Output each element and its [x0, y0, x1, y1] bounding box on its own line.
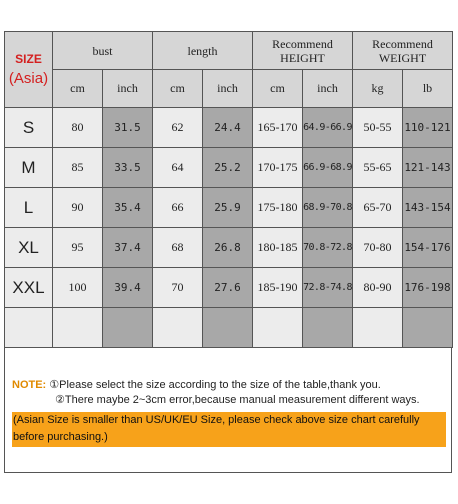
asian-size-warning: (Asian Size is smaller than US/UK/EU Size, please check above size chart carefully before purchasing.) — [12, 412, 446, 447]
unit-header: cm — [253, 70, 303, 108]
table-cell: 85 — [53, 148, 103, 188]
size-label: SIZE — [15, 52, 42, 66]
unit-header: cm — [53, 70, 103, 108]
group-header-length — [153, 32, 253, 70]
unit-header: inch — [103, 70, 153, 108]
table-cell: 25.9 — [203, 188, 253, 228]
note-line — [12, 377, 444, 392]
table-cell: 80 — [53, 108, 103, 148]
table-cell: 64.9-66.9 — [303, 108, 353, 148]
table-cell: 95 — [53, 228, 103, 268]
table-cell: 35.4 — [103, 188, 153, 228]
table-cell: 64 — [153, 148, 203, 188]
empty-cell — [153, 308, 203, 348]
note-text: There maybe 2~3cm error,because manual measurement different ways. — [64, 394, 420, 406]
table-row — [5, 268, 453, 308]
size-name: M — [5, 148, 53, 188]
table-cell: 65-70 — [353, 188, 403, 228]
note-marker: ② — [55, 393, 65, 406]
group-header-bust — [53, 32, 153, 70]
size-name: XXL — [5, 268, 53, 308]
group-label: Recommend HEIGHT — [272, 36, 333, 65]
table-cell: 50-55 — [353, 108, 403, 148]
table-cell: 154-176 — [403, 228, 453, 268]
note-line — [12, 392, 444, 407]
group-header-weight — [353, 32, 453, 70]
group-header-height — [253, 32, 353, 70]
table-cell: 25.2 — [203, 148, 253, 188]
table-cell: 70.8-72.8 — [303, 228, 353, 268]
table-cell: 180-185 — [253, 228, 303, 268]
table-row — [5, 148, 453, 188]
table-row — [5, 228, 453, 268]
size-header-cell — [5, 32, 53, 108]
size-table — [4, 31, 453, 348]
unit-header: kg — [353, 70, 403, 108]
table-cell: 110-121 — [403, 108, 453, 148]
table-cell: 26.8 — [203, 228, 253, 268]
table-cell: 80-90 — [353, 268, 403, 308]
unit-header: inch — [203, 70, 253, 108]
notes-section — [12, 377, 444, 407]
table-cell: 33.5 — [103, 148, 153, 188]
unit-header: lb — [403, 70, 453, 108]
table-cell: 24.4 — [203, 108, 253, 148]
table-cell: 68 — [153, 228, 203, 268]
table-cell: 176-198 — [403, 268, 453, 308]
table-cell: 90 — [53, 188, 103, 228]
table-row — [5, 108, 453, 148]
note-text: Please select the size according to the size of the table,thank you. — [59, 379, 381, 391]
table-cell: 165-170 — [253, 108, 303, 148]
size-name: XL — [5, 228, 53, 268]
table-cell: 100 — [53, 268, 103, 308]
table-cell: 27.6 — [203, 268, 253, 308]
table-cell: 143-154 — [403, 188, 453, 228]
table-cell: 121-143 — [403, 148, 453, 188]
unit-header: cm — [153, 70, 203, 108]
unit-header: inch — [303, 70, 353, 108]
empty-cell — [5, 308, 53, 348]
table-cell: 70 — [153, 268, 203, 308]
table-cell: 72.8-74.8 — [303, 268, 353, 308]
table-row — [5, 188, 453, 228]
empty-cell — [403, 308, 453, 348]
table-cell: 66.9-68.9 — [303, 148, 353, 188]
table-cell: 170-175 — [253, 148, 303, 188]
note-label: NOTE: — [12, 379, 47, 391]
table-cell: 39.4 — [103, 268, 153, 308]
table-cell: 62 — [153, 108, 203, 148]
empty-cell — [253, 308, 303, 348]
empty-cell — [303, 308, 353, 348]
table-cell: 70-80 — [353, 228, 403, 268]
table-cell: 185-190 — [253, 268, 303, 308]
table-cell: 175-180 — [253, 188, 303, 228]
group-label: Recommend WEIGHT — [372, 36, 433, 65]
table-cell: 55-65 — [353, 148, 403, 188]
region-label: (Asia) — [8, 70, 49, 87]
empty-cell — [103, 308, 153, 348]
note-marker: ① — [49, 378, 60, 391]
empty-cell — [353, 308, 403, 348]
table-cell: 37.4 — [103, 228, 153, 268]
table-cell: 68.9-70.8 — [303, 188, 353, 228]
size-name: L — [5, 188, 53, 228]
empty-cell — [203, 308, 253, 348]
empty-row — [5, 308, 453, 348]
group-label: length — [187, 43, 218, 58]
table-cell: 31.5 — [103, 108, 153, 148]
size-name: S — [5, 108, 53, 148]
table-cell: 66 — [153, 188, 203, 228]
empty-cell — [53, 308, 103, 348]
group-label: bust — [92, 43, 113, 58]
